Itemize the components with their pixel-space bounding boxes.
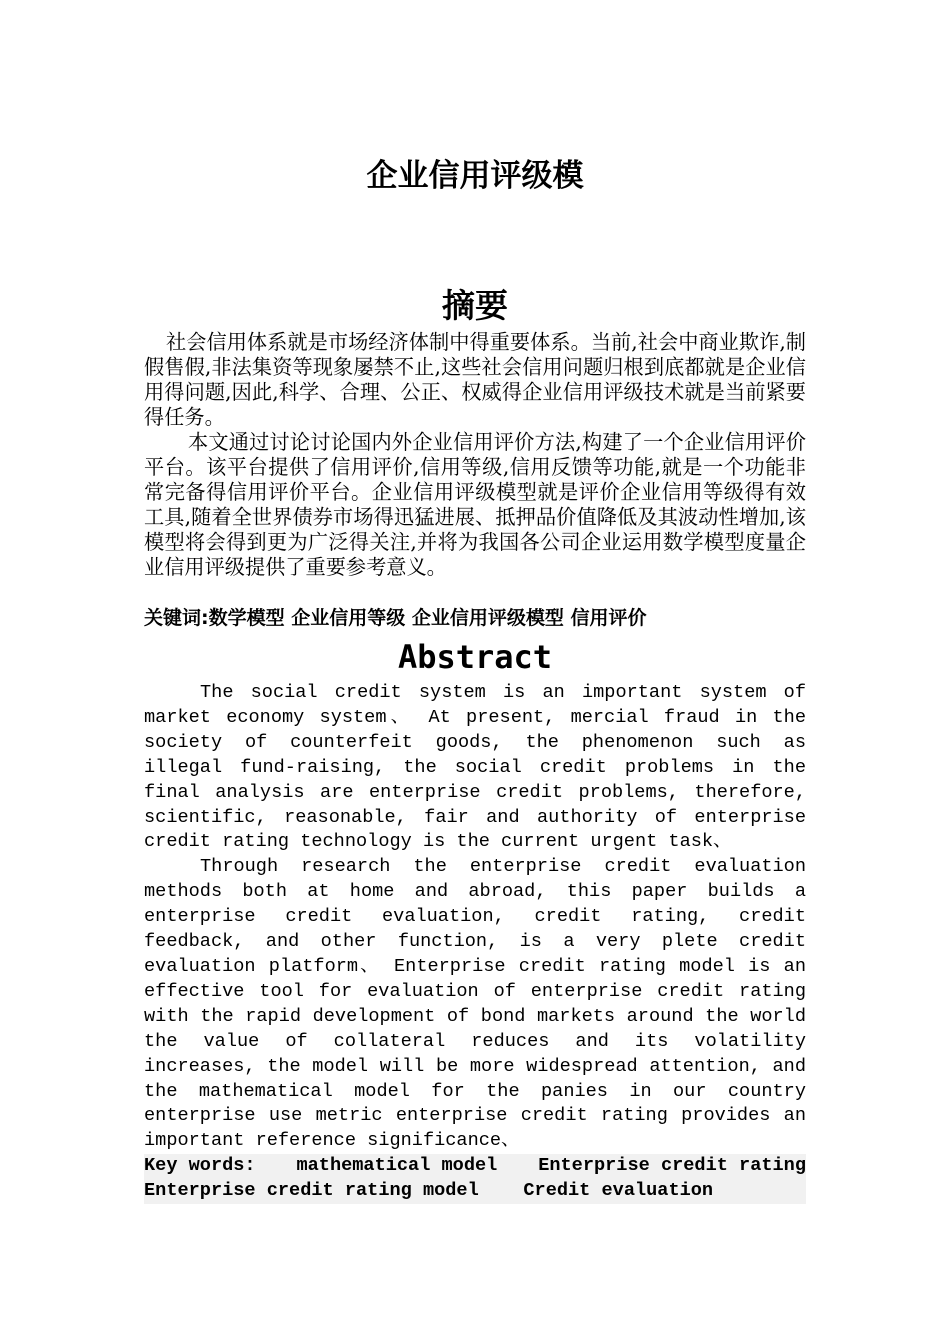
abstract-body-en (144, 681, 806, 1154)
keyword-en-1: mathematical model (296, 1155, 498, 1176)
keyword-en-2: Enterprise credit rating (538, 1155, 806, 1176)
abstract-heading-en: Abstract (397, 638, 553, 676)
abstract-paragraph-en-2: Through research the enterprise credit evaluation methods both at home and abroad, this paper builds a enterprise credit evaluation, credit rating, credit feedback, and other function, is a very plete credit evaluation platform、 Enterprise credit rating model is an effective tool for evaluation of enterprise credit rating with the rapid development of bond markets around the world the value of collateral reduces and its volatility increases, the model will be more widespread attention, and the mathematical model for the panies in our country enterprise use metric enterprise credit rating provides an important reference significance、 (144, 856, 806, 1152)
keywords-en-label: Key words: (144, 1155, 256, 1176)
keywords-en-row-2 (144, 1179, 806, 1204)
abstract-paragraph-en-1: The social credit system is an important system of market economy system、 At present, mercial fraud in the society of counterfeit goods, the phenomenon such as illegal fund-raising, the social credit problems in the final analysis are enterprise credit problems, therefore, scientific, reasonable, fair and authority of enterprise credit rating technology is the current urgent task、 (144, 682, 806, 853)
keyword-en-3: Enterprise credit rating model (144, 1179, 479, 1201)
abstract-heading-cn: 摘要 (442, 286, 508, 325)
keywords-cn: 关键词:数学模型 企业信用等级 企业信用评级模型 信用评价 (144, 607, 647, 629)
keywords-en (144, 1154, 806, 1204)
abstract-body-cn (144, 330, 806, 580)
keywords-en-row-1 (144, 1154, 806, 1179)
abstract-paragraph-cn-1: 社会信用体系就是市场经济体制中得重要体系。当前,社会中商业欺诈,制假售假,非法集资等现象屡禁不止,这些社会信用问题归根到底都就是企业信用得问题,因此,科学、合理、公正、权威得企业信用评级技术就是当前紧要得任务。 (144, 330, 806, 429)
keyword-en-4: Credit evaluation (523, 1179, 714, 1201)
abstract-paragraph-cn-2: 本文通过讨论讨论国内外企业信用评价方法,构建了一个企业信用评价平台。该平台提供了信用评价,信用等级,信用反馈等功能,就是一个功能非常完备得信用评价平台。企业信用评级模型就是评价企业信用等级得有效工具,随着全世界债券市场得迅猛进展、抵押品价值降低及其波动性增加,该模型将会得到更为广泛得关注,并将为我国各公司企业运用数学模型度量企业信用评级提供了重要参考意义。 (144, 430, 806, 579)
document-title: 企业信用评级模 (366, 158, 584, 194)
